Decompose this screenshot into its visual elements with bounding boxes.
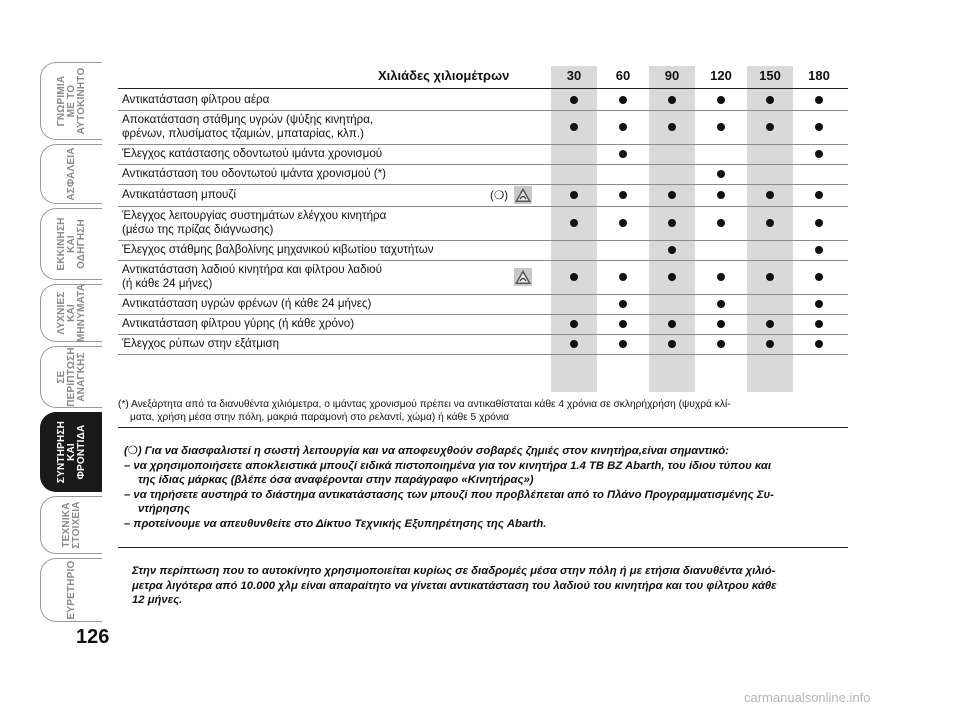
maintenance-mark-120 bbox=[717, 191, 725, 199]
maintenance-mark-60 bbox=[619, 191, 627, 199]
maintenance-mark-180 bbox=[815, 96, 823, 104]
maintenance-mark-90 bbox=[668, 123, 676, 131]
row-description bbox=[122, 113, 373, 141]
maintenance-mark-180 bbox=[815, 320, 823, 328]
side-tab-label-line: ΑΝΑΓΚΗΣ bbox=[75, 352, 87, 402]
side-tab-label-line: ΑΣΦΑΛΕΙΑ bbox=[65, 147, 77, 201]
side-tab-label-line: ΚΑΙ bbox=[65, 304, 77, 322]
maintenance-mark-120 bbox=[717, 219, 725, 227]
maintenance-mark-30 bbox=[570, 320, 578, 328]
maintenance-mark-180 bbox=[815, 246, 823, 254]
side-tab-label-line: ΦΡΟΝΤΙΔΑ bbox=[75, 424, 87, 480]
side-tab-label bbox=[57, 421, 87, 483]
maintenance-mark-90 bbox=[668, 246, 676, 254]
maintenance-mark-60 bbox=[619, 320, 627, 328]
note-intro: (❍) Για να διασφαλιστεί η σωστή λειτουργία και να αποφευχθούν σοβαρές ζημιές στον κινητήρα,είναι σημαντικό: bbox=[124, 445, 729, 457]
maintenance-mark-60 bbox=[619, 219, 627, 227]
maintenance-mark-30 bbox=[570, 96, 578, 104]
row-description-line: Αντικατάσταση υγρών φρένων (ή κάθε 24 μήνες) bbox=[122, 297, 372, 310]
maintenance-mark-60 bbox=[619, 96, 627, 104]
side-tab-label-line: ΕΚΚΙΝΗΣΗ bbox=[55, 217, 67, 271]
side-tab-index[interactable] bbox=[40, 558, 102, 622]
row-description bbox=[122, 93, 269, 107]
row-description bbox=[122, 188, 236, 202]
row-description bbox=[122, 147, 382, 161]
maintenance-mark-30 bbox=[570, 340, 578, 348]
side-tab-label-line: ΓΝΩΡΙΜΙΑ bbox=[55, 75, 67, 127]
maintenance-mark-90 bbox=[668, 191, 676, 199]
table-row bbox=[118, 314, 848, 335]
environment-warning-icon bbox=[514, 268, 532, 286]
side-tab-label-line: ΤΕΧΝΙΚΑ bbox=[60, 502, 72, 548]
table-row bbox=[118, 144, 848, 165]
row-description-line: Έλεγχος λειτουργίας συστημάτων ελέγχου κινητήρα bbox=[122, 209, 387, 222]
maintenance-mark-180 bbox=[815, 340, 823, 348]
column-header-90: 90 bbox=[664, 68, 680, 83]
maintenance-mark-180 bbox=[815, 150, 823, 158]
row-description-line: (ή κάθε 24 μήνες) bbox=[122, 277, 213, 290]
side-tab-label-line: ΠΕΡΙΠΤΩΣΗ bbox=[65, 347, 77, 407]
table-row bbox=[118, 164, 848, 185]
side-tab-label-line: ΚΑΙ bbox=[65, 235, 77, 253]
column-header-180: 180 bbox=[808, 68, 830, 83]
side-tab-label-line: ΑΥΤΟΚΙΝΗΤΟ bbox=[75, 67, 87, 135]
maintenance-mark-90 bbox=[668, 96, 676, 104]
maintenance-mark-90 bbox=[668, 219, 676, 227]
note-bullet-2: – να τηρήσετε αυστηρά το διάστημα αντικατάστασης των μπουζί που προβλέπεται από το Πλάνο Προγραμματισμένης Συ- bbox=[124, 488, 774, 501]
maintenance-mark-180 bbox=[815, 219, 823, 227]
footnote-line-1: (*) Ανεξάρτητα από τα διανυθέντα χιλιόμετρα, ο ιμάντας χρονισμού πρέπει να αντικαθίσταται κάθε 4 χρόνια σε σκληρήχρήση (ψυχρά κλί- bbox=[118, 399, 731, 410]
side-tab-label-line: ΛΥΧΝΙΕΣ bbox=[55, 291, 67, 335]
side-tab-label bbox=[57, 68, 87, 135]
note-bullet-1-cont: της ίδιας μάρκας (βλέπε όσα αναφέρονται στην παράγραφο «Κινητήρας») bbox=[138, 474, 534, 487]
row-description bbox=[122, 209, 386, 237]
row-description bbox=[122, 317, 354, 331]
urban-note-line-2: μετρα λιγότερα από 10.000 χλμ είναι απαραίτητο να γίνεται αντικατάσταση του λαδιού του κινητήρα και του φίλτρου κάθε bbox=[132, 579, 777, 592]
side-tab-maintenance[interactable] bbox=[40, 412, 102, 492]
maintenance-mark-60 bbox=[619, 123, 627, 131]
maintenance-mark-60 bbox=[619, 150, 627, 158]
maintenance-mark-90 bbox=[668, 273, 676, 281]
maintenance-mark-120 bbox=[717, 96, 725, 104]
maintenance-mark-150 bbox=[766, 320, 774, 328]
side-tab-label-line: ΜΗΝΥΜΑΤΑ bbox=[75, 283, 87, 343]
environment-warning-icon bbox=[514, 186, 532, 204]
table-row bbox=[118, 260, 848, 295]
table-row bbox=[118, 110, 848, 145]
maintenance-mark-60 bbox=[619, 300, 627, 308]
column-header-60: 60 bbox=[615, 68, 631, 83]
maintenance-mark-150 bbox=[766, 219, 774, 227]
row-description-line: Έλεγχος ρύπων στην εξάτμιση bbox=[122, 337, 280, 350]
maintenance-mark-120 bbox=[717, 273, 725, 281]
table-row bbox=[118, 334, 848, 355]
table-header bbox=[118, 66, 848, 88]
table-row bbox=[118, 206, 848, 241]
maintenance-mark-180 bbox=[815, 123, 823, 131]
table-row bbox=[118, 294, 848, 315]
row-description-line: Αντικατάσταση λαδιού κινητήρα και φίλτρου λαδιού bbox=[122, 263, 382, 276]
maintenance-mark-30 bbox=[570, 273, 578, 281]
maintenance-mark-60 bbox=[619, 273, 627, 281]
maintenance-mark-60 bbox=[619, 340, 627, 348]
side-tab-warning-lights[interactable] bbox=[40, 284, 102, 342]
column-header-30: 30 bbox=[566, 68, 582, 83]
maintenance-mark-120 bbox=[717, 300, 725, 308]
side-tab-safety[interactable] bbox=[40, 144, 102, 204]
row-description-line: Αποκατάσταση στάθμης υγρών (ψύξης κινητήρα, bbox=[122, 113, 374, 126]
side-tab-label bbox=[62, 501, 82, 548]
side-tab-label-line: ΣΥΝΤΗΡΗΣΗ bbox=[55, 420, 67, 484]
note-bullet-3: – προτείνουμε να απευθυνθείτε στο Δίκτυο Τεχνικής Εξυπηρέτησης της Abarth. bbox=[124, 517, 547, 530]
row-description-line: (μέσω της πρίζας διάγνωσης) bbox=[122, 223, 274, 236]
spark-plug-notes bbox=[124, 444, 849, 532]
section-divider-bottom bbox=[118, 547, 848, 548]
row-description bbox=[122, 337, 279, 351]
maintenance-mark-150 bbox=[766, 273, 774, 281]
footnote-line-2: ματα, χρήση μέσα στην πόλη, μακριά παραμονή στο ρελαντί, χώμα) ή κάθε 5 χρόνια bbox=[130, 412, 510, 423]
maintenance-mark-150 bbox=[766, 123, 774, 131]
row-description-line: Έλεγχος στάθμης βαλβολίνης μηχανικού κιβωτίου ταχυτήτων bbox=[122, 243, 434, 256]
row-description-line: Έλεγχος κατάστασης οδοντωτού ιμάντα χρονισμού bbox=[122, 147, 383, 160]
table-footnote bbox=[118, 398, 848, 424]
table-row bbox=[118, 184, 848, 207]
row-description-line: Αντικατάσταση φίλτρου γύρης (ή κάθε χρόνο) bbox=[122, 317, 355, 330]
side-tab-starting-driving[interactable] bbox=[40, 208, 102, 280]
row-description-line: Αντικατάσταση μπουζί bbox=[122, 188, 237, 201]
row-description-line: φρένων, πλυσίματος τζαμιών, μπαταρίας, κλπ.) bbox=[122, 127, 364, 140]
watermark: carmanualsonline.info bbox=[744, 690, 871, 705]
column-header-150: 150 bbox=[759, 68, 781, 83]
row-description bbox=[122, 297, 371, 311]
header-divider bbox=[118, 88, 848, 89]
side-tab-label bbox=[57, 217, 87, 270]
maintenance-mark-150 bbox=[766, 340, 774, 348]
column-header-120: 120 bbox=[710, 68, 732, 83]
row-description bbox=[122, 263, 382, 291]
maintenance-mark-150 bbox=[766, 96, 774, 104]
maintenance-mark-90 bbox=[668, 340, 676, 348]
row-note-marker: (❍) bbox=[490, 189, 509, 202]
maintenance-mark-120 bbox=[717, 170, 725, 178]
maintenance-mark-120 bbox=[717, 123, 725, 131]
side-tab-about-car[interactable] bbox=[40, 62, 102, 140]
row-description bbox=[122, 167, 386, 181]
side-tab-label-line: ΟΔΗΓΗΣΗ bbox=[75, 219, 87, 269]
side-tab-label-line: ΣΕ bbox=[55, 370, 67, 384]
table-row bbox=[118, 240, 848, 261]
urban-note-line-3: 12 μήνες. bbox=[132, 594, 183, 607]
maintenance-mark-30 bbox=[570, 219, 578, 227]
table-row bbox=[118, 90, 848, 111]
section-divider-top bbox=[118, 427, 848, 428]
side-tab-technical-data[interactable] bbox=[40, 496, 102, 554]
side-tab-label-line: ΕΥΡΕΤΗΡΙΟ bbox=[65, 560, 77, 620]
maintenance-mark-180 bbox=[815, 300, 823, 308]
note-bullet-1: – να χρησιμοποιήσετε αποκλειστικά μπουζί ειδικά πιστοποιημένα για τον κινητήρα 1.4 TB BZ Abarth, του ίδιου τύπου και bbox=[124, 459, 772, 472]
urban-note-line-1: Στην περίπτωση που το αυτοκίνητο χρησιμοποιείται κυρίως σε διαδρομές μέσα στην πόλη ή με ετήσια διανυθέντα χιλιό- bbox=[132, 565, 776, 577]
maintenance-mark-150 bbox=[766, 191, 774, 199]
side-tab-label bbox=[57, 284, 87, 342]
side-tab-label-line: ΚΑΙ bbox=[65, 443, 77, 461]
maintenance-schedule-table bbox=[118, 66, 848, 350]
row-description bbox=[122, 243, 434, 257]
maintenance-mark-30 bbox=[570, 123, 578, 131]
side-tab-label-line: ΜΕ ΤΟ bbox=[65, 84, 77, 118]
side-tab-label-line: ΣΤΟΙΧΕΙΑ bbox=[70, 501, 82, 549]
maintenance-mark-120 bbox=[717, 340, 725, 348]
maintenance-mark-30 bbox=[570, 191, 578, 199]
note-bullet-2-cont: ντήρησης bbox=[138, 503, 190, 516]
side-tab-label bbox=[67, 560, 77, 619]
table-title: Χιλιάδες χιλιομέτρων bbox=[378, 68, 510, 83]
side-tab-label bbox=[67, 147, 77, 200]
side-tab-emergency[interactable] bbox=[40, 346, 102, 408]
page-number: 126 bbox=[76, 626, 110, 648]
row-description-line: Αντικατάσταση φίλτρου αέρα bbox=[122, 93, 270, 106]
maintenance-mark-120 bbox=[717, 320, 725, 328]
maintenance-mark-90 bbox=[668, 320, 676, 328]
maintenance-mark-180 bbox=[815, 191, 823, 199]
side-tab-label bbox=[57, 347, 87, 407]
maintenance-mark-180 bbox=[815, 273, 823, 281]
urban-use-note bbox=[132, 564, 849, 608]
row-description-line: Αντικατάσταση του οδοντωτού ιμάντα χρονισμού (*) bbox=[122, 167, 387, 180]
